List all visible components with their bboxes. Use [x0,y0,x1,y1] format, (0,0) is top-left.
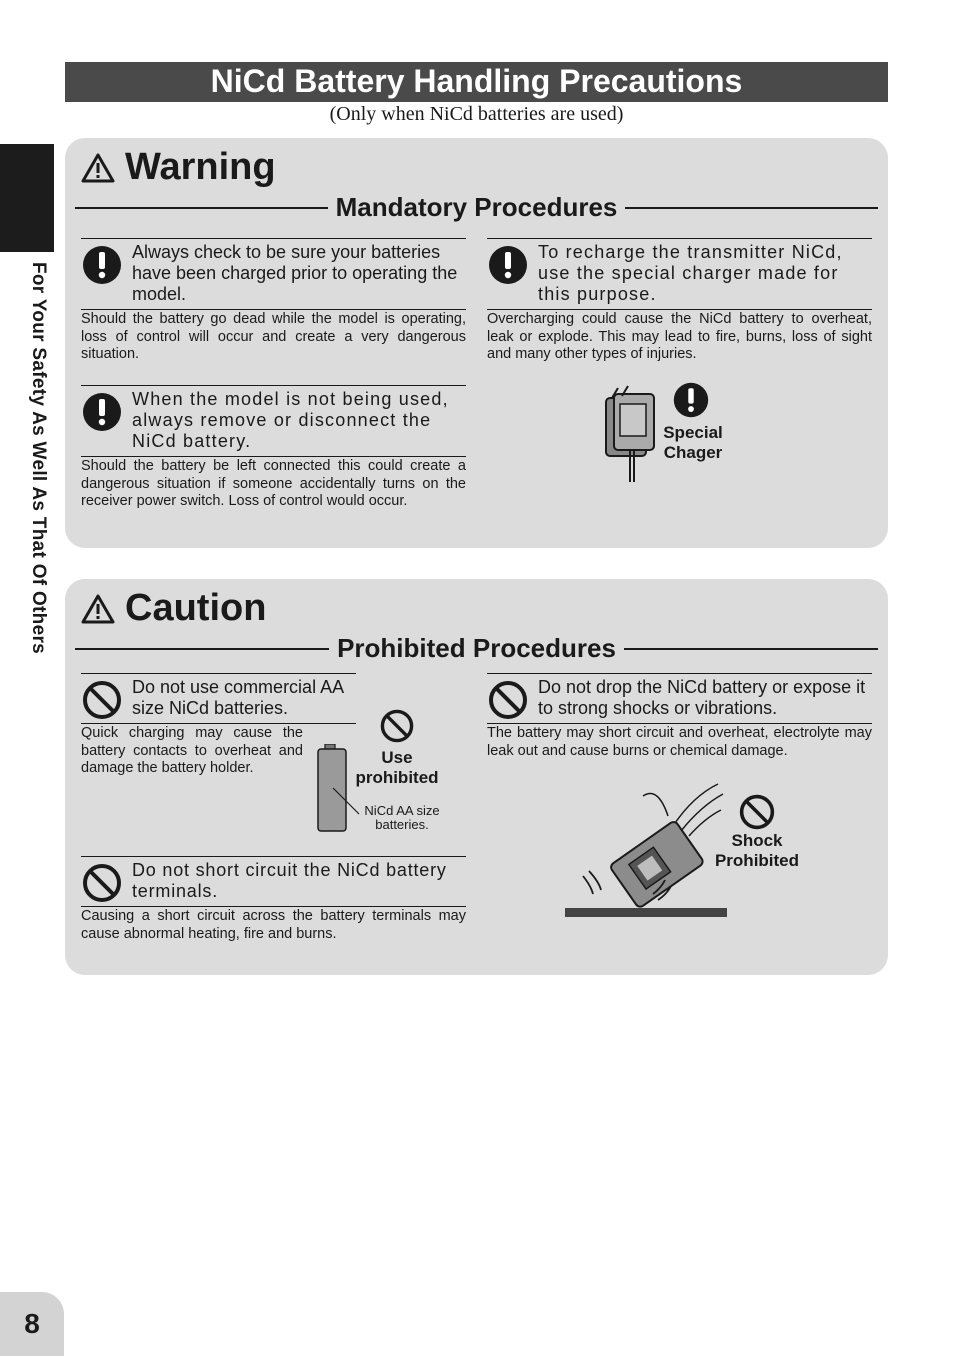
prohibited-icon [487,679,529,721]
caution-item-detail: The battery may short circuit and overheat, electrolyte may leak out and cause burns or chemical damage. [487,725,872,759]
warning-item-headline [81,385,466,452]
warning-heading [81,146,276,189]
warning-item-headline [81,238,466,305]
divider [75,207,328,209]
caution-item-headline [81,856,466,902]
warning-item-detail: Should the battery go dead while the model is operating, loss of control will occur and create a very dangerous situation. [81,311,466,362]
mandatory-procedures-label: Mandatory Procedures [335,192,618,222]
side-tab-marker [0,144,54,252]
warning-triangle-icon [81,152,115,184]
shock-label-line2: Prohibited [714,851,800,870]
caution-panel [65,579,888,975]
divider [625,207,878,209]
headline-text: When the model is not being used, always remove or disconnect the NiCd battery. [132,389,449,451]
aa-caption-line1: NiCd AA size [364,803,440,818]
aa-caption-line2: batteries. [375,817,429,832]
headline-text: Do not use commercial AA size NiCd batteries. [132,677,344,718]
warning-item-detail: Should the battery be left connected this could create a dangerous situation if someone accidentally turns on the receiver power switch. Loss of control would occur. [81,458,466,509]
exclamation-icon [672,381,710,419]
caution-item-detail: Causing a short circuit across the battery terminals may cause abnormal heating, fire and burns. [81,908,466,942]
exclamation-icon [81,391,123,433]
caution-item-detail: Quick charging may cause the battery contacts to overheat and damage the battery holder. [81,725,303,776]
caution-heading-text: Caution [125,587,267,629]
prohibited-icon [738,793,776,831]
use-prohibited-line2: prohibited [355,768,439,787]
headline-text: Always check to be sure your batteries have been charged prior to operating the model. [132,242,458,304]
prohibited-icon [81,862,123,904]
exclamation-icon [487,244,529,286]
divider [75,648,329,650]
aa-battery-caption [357,804,447,832]
exclamation-icon [81,244,123,286]
page-subtitle: (Only when NiCd batteries are used) [329,103,624,125]
prohibited-icon [379,708,415,744]
prohibited-procedures-label: Prohibited Procedures [337,633,616,663]
warning-heading-text: Warning [125,146,276,188]
caution-item-short-circuit [81,856,466,943]
use-prohibited-line1: Use [381,748,413,767]
use-prohibited-label [347,748,447,788]
shock-label-line1: Shock [731,831,783,850]
caution-triangle-icon [81,593,115,625]
warning-panel [65,138,888,548]
headline-text: Do not drop the NiCd battery or expose it to strong shocks or vibrations. [538,677,866,718]
side-label: For Your Safety As Well As That Of Others [28,262,49,655]
charger-label-line1: Special [663,423,723,442]
warning-item-special-charger [487,238,872,364]
charger-label [653,423,733,463]
shock-prohibited-label [707,831,807,871]
warning-item-disconnect [81,385,466,511]
caution-heading [81,587,266,630]
prohibited-icon [81,679,123,721]
headline-text: Do not short circuit the NiCd battery terminals. [132,860,447,901]
warning-item-battery-check [81,238,466,364]
caution-item-headline [487,673,872,719]
page-title: NiCd Battery Handling Precautions [65,62,888,102]
warning-item-headline [487,238,872,305]
warning-item-detail: Overcharging could cause the NiCd battery to overheat, leak or explode. This may lead to fire, burns, loss of sight and many other types of injuries. [487,311,872,362]
divider [624,648,878,650]
headline-text: To recharge the transmitter NiCd, use the special charger made for this purpose. [538,242,843,304]
prohibited-procedures-heading [75,633,878,664]
mandatory-procedures-heading [75,192,878,223]
caution-item-headline [81,673,356,719]
page-number: 8 [0,1292,64,1356]
charger-label-line2: Chager [663,443,723,462]
caution-item-shock [487,673,872,760]
